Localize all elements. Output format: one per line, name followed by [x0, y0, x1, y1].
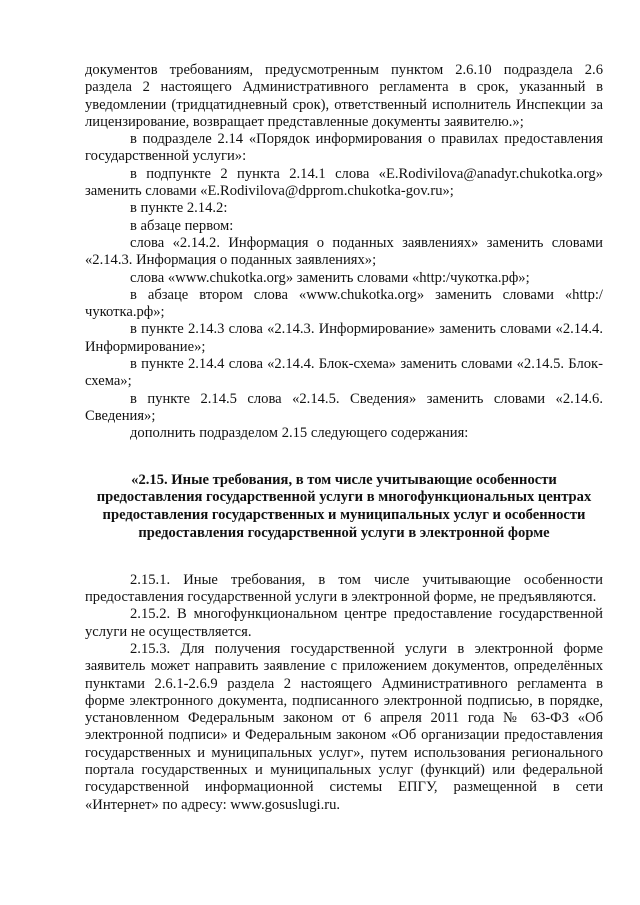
paragraph-add-subsection: дополнить подразделом 2.15 следующего содержания:	[130, 425, 469, 442]
paragraph-2-15-3: 2.15.3. Для получения государственной услуги в электронной форме заявитель может направить заявление с приложением документов, определённых пунктами 2.6.1-2.6.9 раздела 2 настоящего Административного регламента в форме электронного документа, подписанного электронной подписью, в порядке, установленном Федеральным законом от 6 апреля 2011 года № 63-ФЗ «Об электронной подписи» и Федеральным законом «Об организации предоставления государственных и муниципальных услуг», путем использования регионального портала государственных и муниципальных услуг (функций) или федеральной государственной информационной системы ЕПГУ, размещенной в сети «Интернет» по адресу: www.gosuslugi.ru.	[85, 640, 603, 813]
paragraph-second-clause: в абзаце втором слова «www.chukotka.org» заменить словами «http:/чукотка.рф»;	[85, 286, 603, 321]
section-heading-2-15: «2.15. Иные требования, в том числе учитывающие особенности предоставления государственной услуги в многофункциональных центрах предоставления государственных и муниципальных услуг и особенности предоставления государственной услуги в электронной форме	[96, 471, 592, 541]
paragraph-words-replace-2: слова «www.chukotka.org» заменить словами «http:/чукотка.рф»;	[130, 269, 530, 286]
paragraph-2-15-2: 2.15.2. В многофункциональном центре предоставление государственной услуги не осуществляется.	[85, 606, 603, 640]
paragraph-first-clause: в абзаце первом:	[130, 217, 234, 234]
paragraph-2-14-5: в пункте 2.14.5 слова «2.14.5. Сведения» заменить словами «2.14.6. Сведения»;	[85, 390, 603, 424]
paragraph-2-15-1: 2.15.1. Иные требования, в том числе учитывающие особенности предоставления государственной услуги в электронной форме, не предъявляются.	[85, 571, 603, 606]
paragraph-continuation: документов требованиям, предусмотренным пунктом 2.6.10 подраздела 2.6 раздела 2 настоящего Административного регламента в срок, указанный в уведомлении (тридцатидневный срок), ответственный исполнитель Инспекции за лицензирование, возвращает представленные документы заявителю.»;	[85, 62, 603, 130]
paragraph-words-replace-1: слова «2.14.2. Информация о поданных заявлениях» заменить словами «2.14.3. Информация о поданных заявлениях»;	[85, 234, 603, 269]
paragraph-2-14-2: в пункте 2.14.2:	[130, 200, 228, 217]
paragraph-subsection-2-14: в подразделе 2.14 «Порядок информирования о правилах предоставления государственной услуги»:	[85, 131, 603, 165]
document-body	[85, 62, 603, 814]
paragraph-2-14-4: в пункте 2.14.4 слова «2.14.4. Блок-схема» заменить словами «2.14.5. Блок-схема»;	[85, 356, 603, 390]
paragraph-2-14-1: в подпункте 2 пункта 2.14.1 слова «E.Rodivilova@anadyr.chukotka.org» заменить словами «E.Rodivilova@dpprom.chukotka-gov.ru»;	[85, 165, 603, 200]
paragraph-2-14-3: в пункте 2.14.3 слова «2.14.3. Информирование» заменить словами «2.14.4. Информирование»;	[85, 321, 603, 355]
